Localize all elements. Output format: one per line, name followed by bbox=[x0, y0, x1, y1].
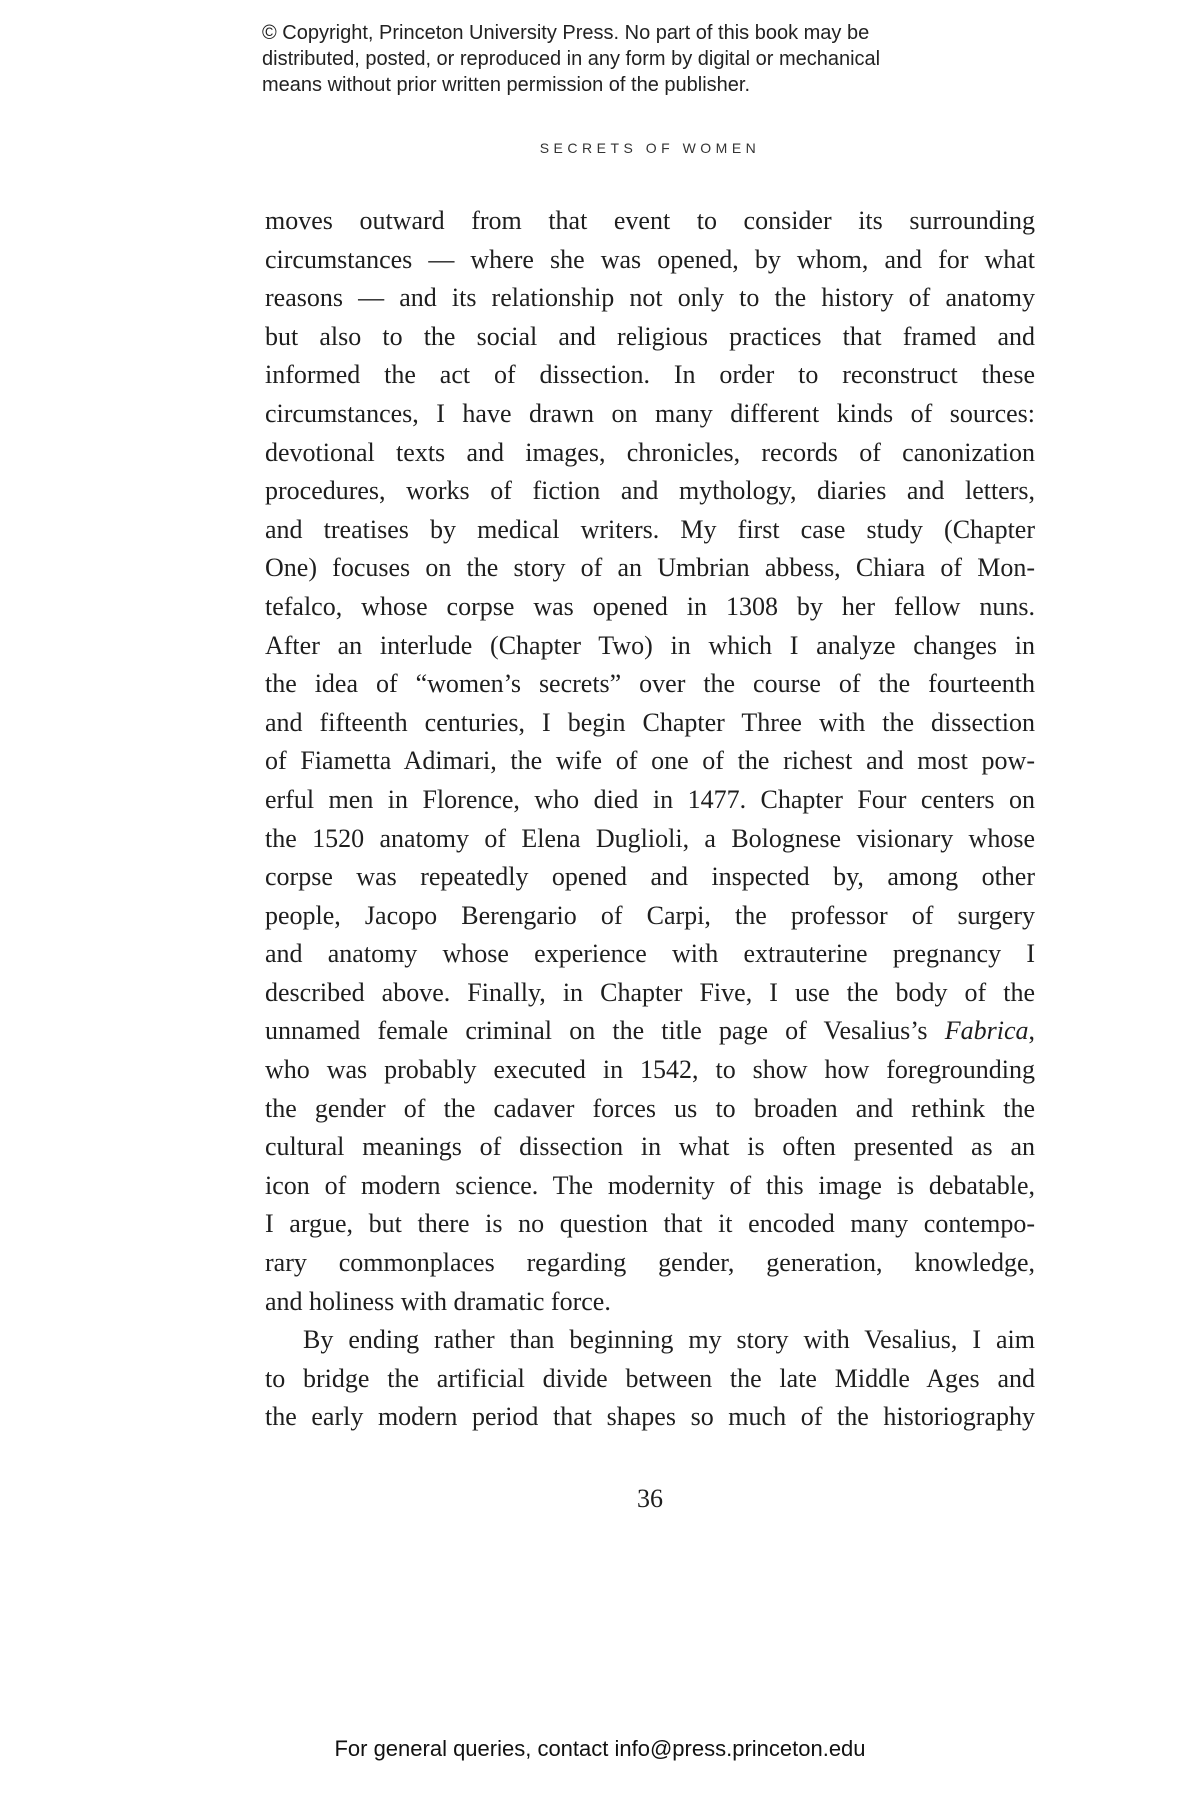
text-line: By ending rather than beginning my story with Vesalius, I aim bbox=[303, 1325, 1035, 1355]
text-line: tefalco, whose corpse was opened in 1308 by her fellow nuns. bbox=[265, 591, 1035, 621]
text-line: to bridge the artificial divide between the late Middle Ages and bbox=[265, 1363, 1035, 1393]
text-segment: unnamed female criminal on the title page of Vesalius’s bbox=[265, 1016, 945, 1046]
text-line: the gender of the cadaver forces us to broaden and rethink the bbox=[265, 1093, 1035, 1123]
text-line: but also to the social and religious practices that framed and bbox=[265, 321, 1035, 351]
text-line: After an interlude (Chapter Two) in which I analyze changes in bbox=[265, 630, 1035, 660]
text-line: procedures, works of fiction and mythology, diaries and letters, bbox=[265, 476, 1035, 506]
footer-contact: For general queries, contact info@press.princeton.edu bbox=[334, 1736, 866, 1761]
text-line-with-italic bbox=[265, 1012, 1035, 1051]
copyright-line: means without prior written permission of the publisher. bbox=[262, 74, 751, 96]
text-line: cultural meanings of dissection in what is often presented as an bbox=[265, 1132, 1035, 1162]
text-line: who was probably executed in 1542, to show how foregrounding bbox=[265, 1055, 1035, 1085]
text-line: corpse was repeatedly opened and inspected by, among other bbox=[265, 862, 1035, 892]
running-head: SECRETS OF WOMEN bbox=[539, 140, 761, 156]
text-line: reasons — and its relationship not only to the history of anatomy bbox=[265, 283, 1035, 313]
text-line: rary commonplaces regarding gender, generation, knowledge, bbox=[265, 1248, 1035, 1278]
text-line: the idea of “women’s secrets” over the course of the fourteenth bbox=[265, 669, 1035, 699]
text-line: I argue, but there is no question that it encoded many contempo- bbox=[265, 1209, 1035, 1239]
text-line: circumstances — where she was opened, by whom, and for what bbox=[265, 244, 1035, 274]
page-number: 36 bbox=[637, 1484, 663, 1513]
body-text bbox=[265, 202, 1035, 1437]
text-line: of Fiametta Adimari, the wife of one of the richest and most pow- bbox=[265, 746, 1035, 776]
text-line: described above. Finally, in Chapter Five, I use the body of the bbox=[265, 977, 1035, 1007]
copyright-notice bbox=[262, 20, 1022, 98]
text-segment: , bbox=[1028, 1016, 1035, 1046]
text-line: circumstances, I have drawn on many different kinds of sources: bbox=[265, 398, 1035, 428]
text-line: the 1520 anatomy of Elena Duglioli, a Bolognese visionary whose bbox=[265, 823, 1035, 853]
text-line: and treatises by medical writers. My first case study (Chapter bbox=[265, 514, 1035, 544]
text-line: devotional texts and images, chronicles, records of canonization bbox=[265, 437, 1035, 467]
text-line: and anatomy whose experience with extrauterine pregnancy I bbox=[265, 939, 1035, 969]
text-line: informed the act of dissection. In order to reconstruct these bbox=[265, 360, 1035, 390]
text-line: people, Jacopo Berengario of Carpi, the professor of surgery bbox=[265, 900, 1035, 930]
book-title-fabrica: Fabrica bbox=[944, 1016, 1029, 1046]
text-line: and fifteenth centuries, I begin Chapter Three with the dissection bbox=[265, 707, 1035, 737]
text-line: the early modern period that shapes so much of the historiography bbox=[265, 1402, 1035, 1432]
text-line: and holiness with dramatic force. bbox=[265, 1286, 611, 1316]
text-line: One) focuses on the story of an Umbrian abbess, Chiara of Mon- bbox=[265, 553, 1035, 583]
text-line: erful men in Florence, who died in 1477. Chapter Four centers on bbox=[265, 784, 1035, 814]
text-line: icon of modern science. The modernity of this image is debatable, bbox=[265, 1170, 1035, 1200]
text-line: moves outward from that event to consider its surrounding bbox=[265, 206, 1035, 235]
copyright-line: © Copyright, Princeton University Press. No part of this book may be bbox=[262, 22, 870, 44]
copyright-line: distributed, posted, or reproduced in any form by digital or mechanical bbox=[262, 48, 881, 70]
